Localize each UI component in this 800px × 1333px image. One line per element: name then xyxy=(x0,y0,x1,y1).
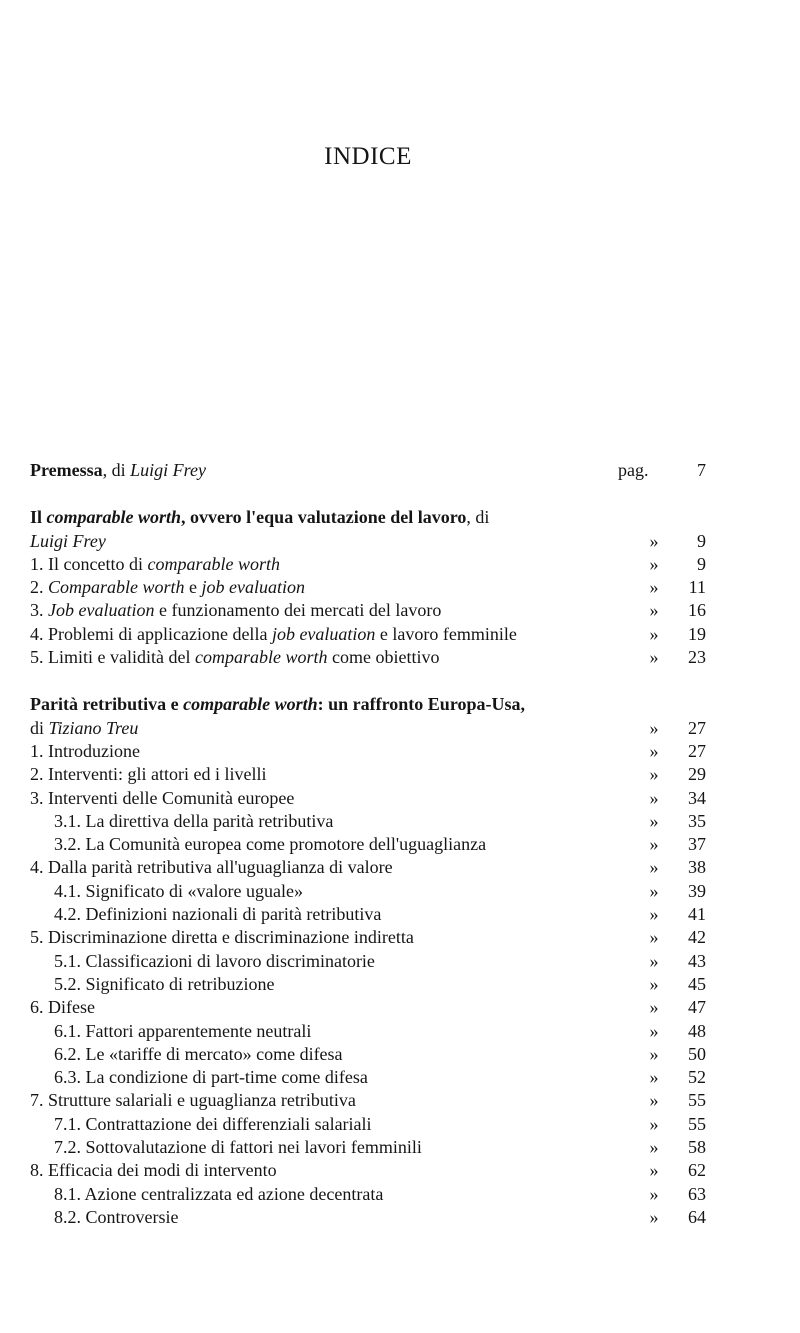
entry-text: e lavoro femminile xyxy=(375,623,517,644)
toc-entry[interactable] xyxy=(30,599,706,622)
page-number: 34 xyxy=(688,787,706,808)
toc-entry[interactable] xyxy=(30,1089,706,1112)
page-number: 45 xyxy=(688,973,706,994)
heading-part: Il xyxy=(30,507,47,528)
toc-subentry[interactable] xyxy=(30,1113,706,1136)
entry-separator: , di xyxy=(102,460,131,480)
page-number: 62 xyxy=(688,1160,706,1181)
toc-entry[interactable] xyxy=(30,576,706,599)
page-marker: » xyxy=(649,1183,659,1204)
page-number: 47 xyxy=(688,997,706,1018)
chapter-heading[interactable] xyxy=(30,506,706,529)
toc-entry-title: 8.1. Azione centralizzata ed azione decentrata xyxy=(54,1183,384,1204)
page-marker: » xyxy=(649,857,659,878)
page-title: INDICE xyxy=(324,143,412,170)
page-number: 64 xyxy=(688,1206,706,1227)
entry-text: Il concetto di xyxy=(48,553,148,574)
toc-entry-title: 7. Strutture salariali e uguaglianza retributiva xyxy=(30,1090,356,1111)
page-number: 35 xyxy=(688,810,706,831)
page-number: 39 xyxy=(688,880,706,901)
heading-tail: , di xyxy=(466,507,490,528)
entry-title-bold: Premessa xyxy=(30,460,103,480)
page-number: 55 xyxy=(688,1090,706,1111)
entry-italic: job evaluation xyxy=(271,623,376,644)
page-marker: pag. xyxy=(618,460,649,480)
chapter-author-line[interactable] xyxy=(30,717,706,740)
toc-entry-title: 5.1. Classificazioni di lavoro discriminatorie xyxy=(54,950,375,971)
page-marker: » xyxy=(649,530,659,551)
page-marker: » xyxy=(649,553,659,574)
page-marker: » xyxy=(649,1020,659,1041)
toc-entry-title: 5. Discriminazione diretta e discriminazione indiretta xyxy=(30,927,414,948)
page-marker: » xyxy=(649,600,659,621)
entry-italic: job evaluation xyxy=(201,577,305,598)
entry-text: Problemi di applicazione della xyxy=(48,623,272,644)
page-number: 9 xyxy=(697,553,706,574)
toc-entry-title: 7.1. Contrattazione dei differenziali salariali xyxy=(54,1113,372,1134)
page-number: 11 xyxy=(688,577,706,598)
page-marker: » xyxy=(649,740,659,761)
page-number: 43 xyxy=(688,950,706,971)
entry-text: e funzionamento dei mercati del lavoro xyxy=(154,600,442,621)
toc-entry[interactable] xyxy=(30,926,706,949)
page-marker: » xyxy=(649,1206,659,1227)
page-number: 27 xyxy=(688,740,706,761)
page-marker: » xyxy=(649,623,659,644)
entry-number: 2. xyxy=(30,577,48,598)
toc-entry[interactable] xyxy=(30,553,706,576)
chapter-heading[interactable] xyxy=(30,693,706,716)
chapter-heading-text xyxy=(30,506,706,529)
page-marker: » xyxy=(649,577,659,598)
toc-subentry[interactable] xyxy=(30,833,706,856)
chapter-author: Tiziano Treu xyxy=(48,717,139,738)
toc-subentry[interactable] xyxy=(30,973,706,996)
toc-entry-title: 6.1. Fattori apparentemente neutrali xyxy=(54,1020,312,1041)
page-marker: » xyxy=(649,834,659,855)
page-number: 55 xyxy=(688,1113,706,1134)
toc-entry-title: 4.1. Significato di «valore uguale» xyxy=(54,880,303,901)
chapter-author-line[interactable] xyxy=(30,530,706,553)
toc-entry-title: 5.2. Significato di retribuzione xyxy=(54,973,275,994)
entry-text: e xyxy=(184,577,202,598)
page-marker: » xyxy=(649,1067,659,1088)
heading-part: , ovvero l'equa valutazione del lavoro xyxy=(181,507,467,528)
toc-entry-title xyxy=(30,553,634,576)
page-marker: » xyxy=(649,1160,659,1181)
page-marker: » xyxy=(649,1043,659,1064)
toc-subentry[interactable] xyxy=(30,903,706,926)
page-number: 27 xyxy=(688,717,706,738)
page-number: 37 xyxy=(688,834,706,855)
toc-chapter-2 xyxy=(30,693,706,1229)
toc-entry-title: 4.2. Definizioni nazionali di parità retributiva xyxy=(54,904,382,925)
toc-entry-title: 4. Dalla parità retributiva all'uguaglianza di valore xyxy=(30,857,393,878)
entry-italic: comparable worth xyxy=(194,647,328,668)
toc-entry-title: 6.2. Le «tariffe di mercato» come difesa xyxy=(54,1043,343,1064)
page-marker: » xyxy=(649,717,659,738)
toc-subentry[interactable] xyxy=(30,1136,706,1159)
page-marker: » xyxy=(649,950,659,971)
page-number: 16 xyxy=(688,600,706,621)
page-marker: » xyxy=(649,997,659,1018)
page-number: 9 xyxy=(697,530,706,551)
toc-entry[interactable] xyxy=(30,646,706,669)
heading-italic: comparable worth xyxy=(183,694,318,715)
toc-entry-title: 6.3. La condizione di part-time come difesa xyxy=(54,1067,368,1088)
toc-subentry[interactable] xyxy=(30,1183,706,1206)
toc-entry-title xyxy=(30,646,634,669)
toc-chapter-1 xyxy=(30,506,706,669)
page-number: 7 xyxy=(697,460,706,480)
page-marker: » xyxy=(649,904,659,925)
toc-subentry[interactable] xyxy=(30,880,706,903)
toc-subentry[interactable] xyxy=(30,1206,706,1229)
heading-italic: comparable worth xyxy=(46,507,182,528)
page-marker: » xyxy=(649,1137,659,1158)
toc-entry-title: 7.2. Sottovalutazione di fattori nei lavori femminili xyxy=(54,1137,422,1158)
page-marker: » xyxy=(649,647,659,668)
toc-subentry[interactable] xyxy=(30,1020,706,1043)
toc-entry-premessa[interactable] xyxy=(30,459,706,482)
page-number: 52 xyxy=(688,1067,706,1088)
toc-entry-title: 3.1. La direttiva della parità retributiva xyxy=(54,810,334,831)
page-number: 48 xyxy=(688,1020,706,1041)
toc-entry-title: 1. Introduzione xyxy=(30,740,140,761)
toc-subentry[interactable] xyxy=(30,1043,706,1066)
page-number: 50 xyxy=(688,1043,706,1064)
page-marker: » xyxy=(649,764,659,785)
entry-number: 5. xyxy=(30,647,48,668)
toc-entry-title: 3. Interventi delle Comunità europee xyxy=(30,787,295,808)
entry-author: Luigi Frey xyxy=(130,460,206,480)
page-number: 19 xyxy=(688,623,706,644)
page-marker: » xyxy=(649,810,659,831)
toc-entry-title: 8.2. Controversie xyxy=(54,1206,179,1227)
table-of-contents xyxy=(30,459,706,1229)
toc-subentry[interactable] xyxy=(30,810,706,833)
toc-entry-title: 6. Difese xyxy=(30,997,95,1018)
toc-entry[interactable] xyxy=(30,740,706,763)
page-marker: » xyxy=(649,927,659,948)
toc-entry[interactable] xyxy=(30,787,706,810)
page-number: 58 xyxy=(688,1137,706,1158)
page-number: 38 xyxy=(688,857,706,878)
chapter-author: Luigi Frey xyxy=(30,530,106,551)
toc-entry-title xyxy=(30,576,634,599)
toc-entry-title: 8. Efficacia dei modi di intervento xyxy=(30,1160,277,1181)
toc-entry-title xyxy=(30,599,634,622)
toc-entry-title xyxy=(30,623,634,646)
heading-part: : un raffronto Europa-Usa, xyxy=(317,694,525,715)
toc-entry[interactable] xyxy=(30,623,706,646)
toc-subentry[interactable] xyxy=(30,950,706,973)
page-number: 41 xyxy=(688,904,706,925)
chapter-heading-text xyxy=(30,693,706,716)
page-marker: » xyxy=(649,1090,659,1111)
toc-entry-title xyxy=(30,459,618,482)
entry-italic: Comparable worth xyxy=(48,577,185,598)
toc-entry-title: 3.2. La Comunità europea come promotore dell'uguaglianza xyxy=(54,834,487,855)
toc-entry-title: 2. Interventi: gli attori ed i livelli xyxy=(30,764,267,785)
entry-text: Limiti e validità del xyxy=(48,647,195,668)
page-number: 23 xyxy=(688,647,706,668)
page-number: 42 xyxy=(688,927,706,948)
heading-part: Parità retributiva e xyxy=(30,694,184,715)
page-marker: » xyxy=(649,880,659,901)
toc-entry[interactable] xyxy=(30,1159,706,1182)
author-prefix: di xyxy=(30,717,49,738)
page-marker: » xyxy=(649,973,659,994)
page-number: 29 xyxy=(688,764,706,785)
page-number: 63 xyxy=(688,1183,706,1204)
toc-entry[interactable] xyxy=(30,856,706,879)
entry-number: 4. xyxy=(30,623,48,644)
toc-entry[interactable] xyxy=(30,763,706,786)
page-marker: » xyxy=(649,1113,659,1134)
toc-subentry[interactable] xyxy=(30,1066,706,1089)
entry-italic: comparable worth xyxy=(147,553,280,574)
entry-text: come obiettivo xyxy=(327,647,440,668)
page-marker: » xyxy=(649,787,659,808)
entry-number: 3. xyxy=(30,600,48,621)
entry-number: 1. xyxy=(30,553,48,574)
toc-entry[interactable] xyxy=(30,996,706,1019)
entry-italic: Job evaluation xyxy=(48,600,155,621)
